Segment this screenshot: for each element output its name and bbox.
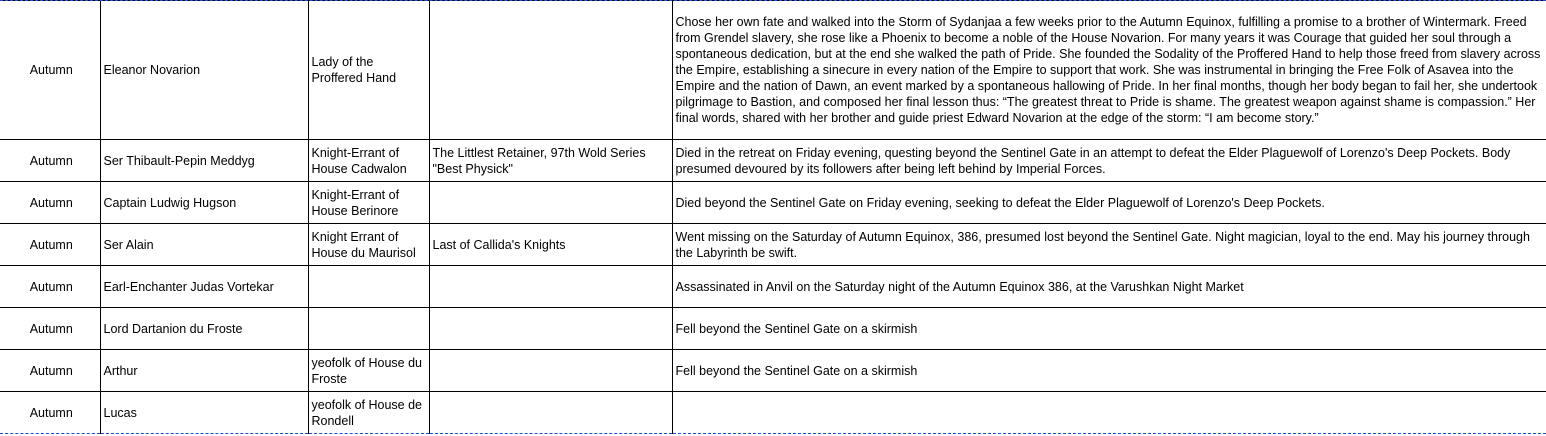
season-cell[interactable]: Autumn (0, 308, 100, 350)
table-row (0, 392, 1546, 434)
title-cell[interactable]: Knight Errant of House du Maurisol (308, 224, 429, 266)
name-cell[interactable]: Ser Thibault-Pepin Meddyg (100, 140, 308, 182)
honours-cell[interactable] (429, 266, 672, 308)
page-break-line (0, 0, 1546, 1)
description-cell[interactable]: Went missing on the Saturday of Autumn Equinox, 386, presumed lost beyond the Sentinel Gate. Night magician, loyal to the end. May his journey through the Labyrinth be swift. (672, 224, 1546, 266)
name-cell[interactable]: Arthur (100, 350, 308, 392)
table-row (0, 350, 1546, 392)
season-cell[interactable]: Autumn (0, 392, 100, 434)
honours-cell[interactable]: Last of Callida's Knights (429, 224, 672, 266)
table-row (0, 266, 1546, 308)
description-cell[interactable]: Fell beyond the Sentinel Gate on a skirmish (672, 350, 1546, 392)
title-cell[interactable]: Knight-Errant of House Cadwalon (308, 140, 429, 182)
title-cell[interactable]: yeofolk of House du Froste (308, 350, 429, 392)
description-cell[interactable]: Died beyond the Sentinel Gate on Friday evening, seeking to defeat the Elder Plaguewolf of Lorenzo's Deep Pockets. (672, 182, 1546, 224)
description-cell[interactable]: Chose her own fate and walked into the Storm of Sydanjaa a few weeks prior to the Autumn Equinox, fulfilling a promise to a brother of Wintermark. Freed from Grendel slavery, she rose like a Phoenix to become a noble of the House Novarion. For many years it was Courage that guided her soul through a spontaneous dedication, but at the end she walked the path of Pride. She founded the Sodality of the Proffered Hand to help those freed from slavery across the Empire, establishing a sinecure in every nation of the Empire to support that work. She was instrumental in bringing the Free Folk of Asavea into the Empire and the nation of Dawn, an event marked by a spontaneous hallowing of Pride. In her final months, though her body began to fail her, she undertook pilgrimage to Bastion, and composed her final lesson thus: “The greatest threat to Pride is shame. The greatest weapon against shame is compassion.” Her final words, shared with her brother and guide priest Edward Novarion at the edge of the storm: “I am become story.” (672, 1, 1546, 140)
season-cell[interactable]: Autumn (0, 182, 100, 224)
name-cell[interactable]: Eleanor Novarion (100, 1, 308, 140)
season-cell[interactable]: Autumn (0, 350, 100, 392)
season-cell[interactable]: Autumn (0, 266, 100, 308)
table-row (0, 182, 1546, 224)
description-cell[interactable]: Fell beyond the Sentinel Gate on a skirmish (672, 308, 1546, 350)
honours-cell[interactable] (429, 350, 672, 392)
honours-cell[interactable] (429, 1, 672, 140)
table-row (0, 224, 1546, 266)
table-row (0, 1, 1546, 140)
table-row (0, 140, 1546, 182)
honours-cell[interactable] (429, 182, 672, 224)
name-cell[interactable]: Earl-Enchanter Judas Vortekar (100, 266, 308, 308)
title-cell[interactable]: Lady of the Proffered Hand (308, 1, 429, 140)
honours-cell[interactable] (429, 392, 672, 434)
name-cell[interactable]: Captain Ludwig Hugson (100, 182, 308, 224)
season-cell[interactable]: Autumn (0, 1, 100, 140)
honours-cell[interactable] (429, 308, 672, 350)
title-cell[interactable]: yeofolk of House de Rondell (308, 392, 429, 434)
name-cell[interactable]: Lord Dartanion du Froste (100, 308, 308, 350)
description-cell[interactable]: Died in the retreat on Friday evening, questing beyond the Sentinel Gate in an attempt to defeat the Elder Plaguewolf of Lorenzo's Deep Pockets. Body presumed devoured by its followers after being left behind by Imperial Forces. (672, 140, 1546, 182)
season-cell[interactable]: Autumn (0, 140, 100, 182)
description-cell[interactable] (672, 392, 1546, 434)
title-cell[interactable]: Knight-Errant of House Berinore (308, 182, 429, 224)
table-row (0, 308, 1546, 350)
season-cell[interactable]: Autumn (0, 224, 100, 266)
title-cell[interactable] (308, 308, 429, 350)
description-cell[interactable]: Assassinated in Anvil on the Saturday night of the Autumn Equinox 386, at the Varushkan Night Market (672, 266, 1546, 308)
name-cell[interactable]: Lucas (100, 392, 308, 434)
name-cell[interactable]: Ser Alain (100, 224, 308, 266)
honours-cell[interactable]: The Littlest Retainer, 97th Wold Series "Best Physick" (429, 140, 672, 182)
title-cell[interactable] (308, 266, 429, 308)
